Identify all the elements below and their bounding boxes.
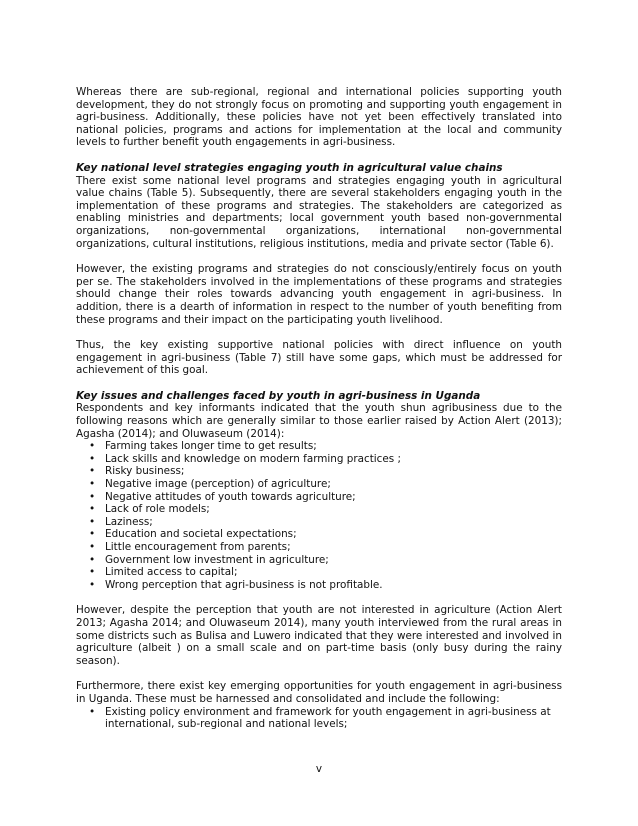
opportunities-intro-paragraph: Furthermore, there exist key emerging opportunities for youth engagement in agri-business in Uganda. These must be harnessed and consolidated and include the following: (76, 680, 562, 705)
bullet-icon: • (89, 490, 96, 503)
list-item: • Limited access to capital; (89, 566, 238, 579)
page-content (76, 86, 562, 731)
bullet-icon: • (89, 465, 96, 478)
bullet-icon: • (89, 452, 96, 465)
list-item: • Lack of role models; (89, 503, 210, 516)
national-strategies-paragraph: There exist some national level programs and strategies engaging youth in agricultural value chains (Table 5). Subsequently, there are several stakeholders engaging youth in the implementation of these programs and strategies. The stakeholders are categorized as enabling ministries and departments; local government youth based non-governmental organizations, non-governmental organizations, international non-governmental organizations, cultural institutions, religious institutions, media and private sector (Table 6). (76, 174, 562, 250)
list-item: • Farming takes longer time to get results; (89, 440, 317, 453)
list-item: • Laziness; (89, 515, 153, 528)
intro-paragraph: Whereas there are sub-regional, regional and international policies supporting youth development, they do not strongly focus on promoting and supporting youth engagement in agri-business. Additionally, these policies have not yet been effectively translated into national policies, programs and actions for implementation at the local and community levels to further benefit youth engagements in agri-business. (76, 86, 562, 149)
bullet-icon: • (89, 578, 96, 591)
list-item: • Lack skills and knowledge on modern farming practices ; (89, 452, 402, 465)
list-item: • Negative image (perception) of agriculture; (89, 478, 331, 491)
list-item: • Wrong perception that agri-business is not profitable. (89, 578, 383, 591)
programs-gap-paragraph: However, the existing programs and strategies do not consciously/entirely focus on youth per se. The stakeholders involved in the implementations of these programs and strategies should change their roles towards advancing youth engagement in agri-business. In addition, there is a dearth of information in respect to the number of youth benefiting from these programs and their impact on the participating youth livelihood. (76, 263, 562, 326)
challenges-list (76, 440, 562, 591)
list-item: • Negative attitudes of youth towards agriculture; (89, 490, 356, 503)
policies-gap-paragraph: Thus, the key existing supportive national policies with direct influence on youth engagement in agri-business (Table 7) still have some gaps, which must be addressed for achievement of this goal. (76, 339, 562, 377)
opportunities-list (76, 706, 562, 731)
challenges-intro-paragraph: Respondents and key informants indicated that the youth shun agribusiness due to the following reasons which are generally similar to those earlier raised by Action Alert (2013); Agasha (2014); and Oluwaseum (2014): (76, 402, 562, 440)
section-heading-national-strategies: Key national level strategies engaging youth in agricultural value chains (76, 161, 503, 174)
section-heading-challenges: Key issues and challenges faced by youth in agri-business in Uganda (76, 389, 481, 402)
bullet-icon: • (89, 478, 96, 491)
list-item: • Education and societal expectations; (89, 528, 297, 541)
list-item: • Risky business; (89, 465, 185, 478)
list-item: • Existing policy environment and framework for youth engagement in agri-business at international, sub-regional and national levels; (89, 705, 551, 731)
bullet-icon: • (89, 515, 96, 528)
bullet-icon: • (89, 541, 96, 553)
bullet-icon: • (89, 528, 96, 541)
interest-paragraph: However, despite the perception that youth are not interested in agriculture (Action Alert 2013; Agasha 2014; and Oluwaseum 2014), many youth interviewed from the rural areas in some districts such as Bulisa and Luwero indicated that they were interested and involved in agriculture (albeit ) on a small scale and on part-time basis (only busy during the rainy season). (76, 604, 562, 667)
bullet-icon: • (89, 553, 96, 566)
list-item: • Little encouragement from parents; (89, 541, 291, 553)
bullet-icon: • (89, 440, 96, 453)
bullet-icon: • (89, 503, 96, 516)
page-number: v (315, 763, 323, 775)
bullet-icon: • (89, 566, 96, 579)
bullet-icon: • (89, 705, 96, 718)
list-item: • Government low investment in agriculture; (89, 553, 329, 566)
